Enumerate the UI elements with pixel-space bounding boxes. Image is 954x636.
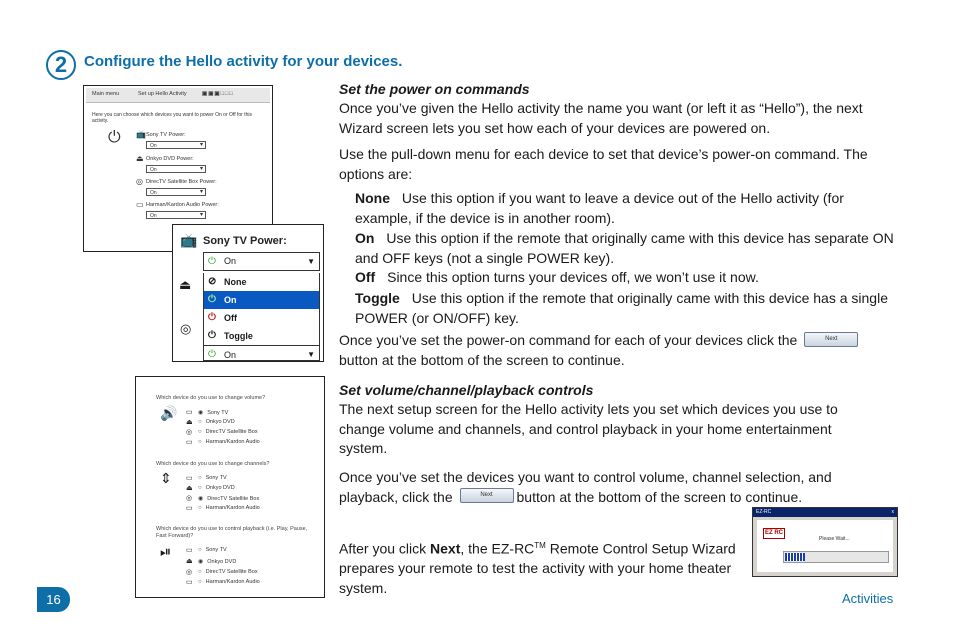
audio-icon: ▭ <box>136 200 144 209</box>
option-on-selected[interactable]: ⏻ On ▼ <box>204 345 319 364</box>
dvd-icon: ⏏ <box>186 485 193 492</box>
power-para2: Use the pull-down menu for each device to set that device’s power-on command. The options are: <box>339 146 868 182</box>
question-volume: Which device do you use to change volume? <box>156 395 266 401</box>
power-select-value: On <box>224 256 237 266</box>
playback-icon: ⏯ <box>160 543 172 559</box>
progress-bar <box>783 551 889 563</box>
question-playback: Which device do you use to control playback (i.e. Play, Pause, Fast Forward)? <box>156 526 308 539</box>
power-select-directv[interactable]: On ▾ <box>146 188 206 196</box>
dvd-icon: ⏏ <box>179 277 192 292</box>
volume-para3: After you click Next, the EZ-RC™ Remote Control Setup Wizard prepares your remote to test the activity with your home theater system. <box>339 540 736 596</box>
volume-heading: Set volume/channel/playback controls <box>339 382 594 398</box>
progress-boxes-icon: ▣▣▣□□□ <box>202 91 234 97</box>
device-label-harman: Harman/Kardon Audio Power: <box>146 202 219 208</box>
power-on-icon: ⏻ <box>208 256 216 267</box>
option-none-desc: None Use this option if you want to leave a device out of the Hello activity (for example, if the device is in another room). <box>355 190 844 226</box>
power-dropdown-zoom <box>172 224 324 362</box>
option-none[interactable]: ⊘ None <box>204 273 319 291</box>
tv-icon: ▭ <box>186 475 193 482</box>
satellite-icon: ◎ <box>186 569 193 576</box>
satellite-icon: ◎ <box>186 429 193 436</box>
power-on-icon: ⏻ <box>208 349 216 360</box>
volume-para1: The next setup screen for the Hello activity lets you set which devices you use to change volume and channels, and control playback in your home entertainment system. <box>339 401 838 456</box>
volume-radio-harman[interactable]: ○ Harman/Kardon Audio <box>198 439 260 445</box>
dvd-icon: ⏏ <box>186 419 193 426</box>
power-off-icon: ⏻ <box>208 312 216 323</box>
none-icon: ⊘ <box>208 276 217 287</box>
option-on-desc: On Use this option if the remote that originally came with this device has separate ON and OFF keys (not a single POWER key). <box>355 230 894 266</box>
progress-fill <box>785 553 805 561</box>
option-on[interactable]: ⏻ On <box>204 291 319 309</box>
ez-rc-logo-icon: EZ RC <box>763 528 785 539</box>
wizard-tabs <box>86 88 270 103</box>
dvd-icon: ⏏ <box>136 154 144 163</box>
power-select-sony[interactable]: On ▾ <box>146 141 206 149</box>
step-title: Configure the Hello activity for your devices. <box>84 53 403 70</box>
dialog-titlebar: EZ-RC x <box>753 508 897 517</box>
audio-icon: ▭ <box>186 579 193 586</box>
device-label-directv: DirecTV Satellite Box Power: <box>146 179 217 185</box>
option-toggle[interactable]: ⏻ Toggle <box>204 327 319 345</box>
please-wait-dialog <box>752 507 898 577</box>
playback-radio-sony[interactable]: ○ Sony TV <box>198 547 227 553</box>
power-question-icon: ⏻ <box>108 129 121 146</box>
power-select-onkyo[interactable]: On ▾ <box>146 165 206 173</box>
satellite-icon: ◎ <box>136 177 143 186</box>
audio-icon: ▭ <box>186 439 193 446</box>
tab-setup-hello: Set up Hello Activity <box>138 91 187 97</box>
section-name: Activities <box>842 591 894 606</box>
step-number-badge: 2 <box>46 50 76 80</box>
tv-icon: 📺 <box>180 232 198 248</box>
volume-para2: Once you’ve set the devices you want to control volume, channel selection, and playback, click the Next button at the bottom of the screen to continue. <box>339 469 832 505</box>
dropdown-title: Sony TV Power: <box>203 235 287 247</box>
next-button-image: Next <box>460 488 514 503</box>
audio-icon: ▭ <box>186 505 193 512</box>
tv-icon: 📺 <box>136 130 146 139</box>
dropdown-arrow-icon: ▼ <box>307 350 315 359</box>
power-on-icon: ⏻ <box>208 294 216 305</box>
tv-icon: ▭ <box>186 409 193 416</box>
power-select-harman[interactable]: On ▾ <box>146 211 206 219</box>
intro-text: Here you can choose which devices you want to power On or Off for this activity. <box>92 112 252 124</box>
next-button-image: Next <box>804 332 858 347</box>
option-off[interactable]: ⏻ Off <box>204 309 319 327</box>
power-toggle-icon: ⏻ <box>208 330 216 341</box>
playback-radio-onkyo[interactable]: ◉ Onkyo DVD <box>198 559 237 565</box>
question-channels: Which device do you use to change channels? <box>156 461 270 467</box>
channel-radio-onkyo[interactable]: ○ Onkyo DVD <box>198 485 235 491</box>
controls-screenshot <box>135 376 325 598</box>
playback-radio-harman[interactable]: ○ Harman/Kardon Audio <box>198 579 260 585</box>
channel-radio-directv[interactable]: ◉ DirecTV Satellite Box <box>198 496 260 502</box>
power-select[interactable] <box>203 252 320 271</box>
tab-main-menu: Main menu <box>92 91 120 97</box>
power-para3: Once you’ve set the power-on command for each of your devices click the Nextbutton at the bottom of the screen to continue. <box>339 331 899 370</box>
wait-message: Please Wait... <box>819 536 850 542</box>
device-label-onkyo: Onkyo DVD Power: <box>146 156 194 162</box>
power-heading: Set the power on commands <box>339 81 530 97</box>
channel-icon: ⇕ <box>160 470 172 486</box>
option-toggle-desc: Toggle Use this option if the remote that originally came with this device has a single POWER (or ON/OFF) key. <box>355 290 888 326</box>
dialog-body <box>757 520 893 572</box>
channel-radio-harman[interactable]: ○ Harman/Kardon Audio <box>198 505 260 511</box>
channel-radio-sony[interactable]: ○ Sony TV <box>198 475 227 481</box>
power-options-list <box>203 273 320 361</box>
satellite-icon: ◎ <box>180 321 192 336</box>
playback-radio-directv[interactable]: ○ DirecTV Satellite Box <box>198 569 258 575</box>
page-number: 16 <box>37 587 70 612</box>
option-off-desc: Off Since this option turns your devices off, we won’t use it now. <box>355 269 759 285</box>
tv-icon: ▭ <box>186 547 193 554</box>
power-para1: Once you’ve given the Hello activity the name you want (or left it as “Hello”), the next Wizard screen lets you set how each of your devices are powered on. <box>339 100 863 136</box>
volume-icon: 🔊 <box>160 405 178 421</box>
device-label-sony: Sony TV Power: <box>146 132 186 138</box>
volume-radio-directv[interactable]: ○ DirecTV Satellite Box <box>198 429 258 435</box>
satellite-icon: ◎ <box>186 495 193 502</box>
dvd-icon: ⏏ <box>186 558 193 565</box>
volume-radio-onkyo[interactable]: ○ Onkyo DVD <box>198 419 235 425</box>
volume-radio-sony[interactable]: ◉ Sony TV <box>198 410 229 416</box>
